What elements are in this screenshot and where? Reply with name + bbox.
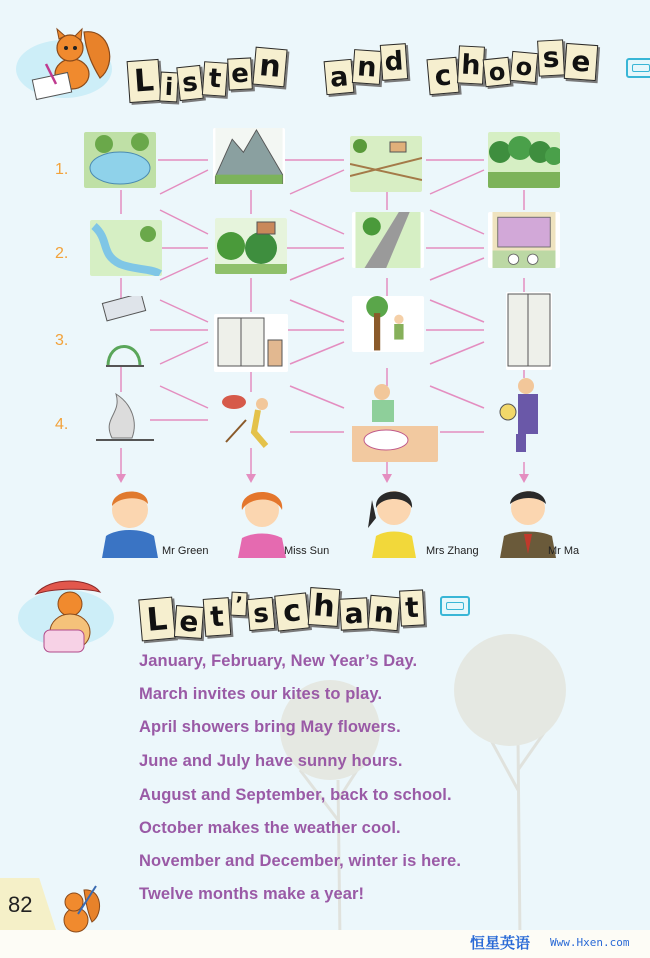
burning-fire-picture [92,388,158,448]
title-letter-tile: a [324,59,355,95]
title-letter-tile: h [457,45,485,84]
chant-title-tile: ’ [230,592,247,617]
chant-line: November and December, winter is here. [139,852,462,870]
curtain-window-picture [488,212,560,268]
chant-line: January, February, New Year’s Day. [139,652,418,670]
row-number: 3. [55,332,69,349]
title-letter-tile: o [483,57,512,88]
man-sweeping-picture [214,390,294,448]
title-letter-tile: t [202,61,228,97]
chant-title-tile: h [308,587,341,627]
forest-picture [488,132,560,188]
title-letter-tile: n [352,49,382,85]
watermark-url[interactable]: Www.Hxen.com [550,936,630,949]
chant-title-tile: a [339,597,369,630]
title-letter-tile: d [380,43,408,81]
tree-boy-picture [352,296,424,352]
cake-picture [352,382,438,462]
chant-title-tile: e [174,605,204,639]
mountain-picture [213,128,285,184]
chant-title-tile: t [203,597,232,637]
squirrel-footer-icon [52,884,104,938]
wardrobe-picture [506,292,552,370]
chant-line: April showers bring May flowers. [139,718,401,736]
title-letter-tile: c [426,57,459,95]
title-letter-tile: o [510,51,539,83]
title-letter-tile: i [159,72,179,103]
chant-title-tile: n [368,595,401,631]
chant-line: October makes the weather cool. [139,819,401,837]
page-number: 82 [8,892,33,917]
chant-title-tile: s [247,597,276,631]
cupboard-bin-picture [214,314,288,372]
chant-title-tile: c [274,592,310,631]
title-letter-tile: s [537,39,565,76]
person-name-mrs-zhang: Mrs Zhang [426,545,479,557]
village-fields-picture [350,136,422,192]
air-conditioner-bench-picture [100,296,156,372]
row-number: 4. [55,416,69,433]
person-name-mr-green: Mr Green [162,545,209,557]
title-letter-tile: s [176,65,203,101]
title-letter-tile: e [227,57,253,90]
watermark-brand[interactable]: 恒星英语 [470,934,531,952]
row-number: 1. [55,161,69,178]
trees-house-picture [215,218,287,274]
chant-title-tile: L [138,597,176,642]
mr-green-avatar [98,480,162,558]
person-name-mr-ma: Mr Ma [548,545,580,557]
title-letter-tile: e [564,43,598,81]
road-picture [352,212,424,268]
mrs-zhang-avatar [362,478,426,558]
chant-line: August and September, back to school. [139,786,452,804]
title-letter-tile: n [252,47,287,88]
worker-tools-picture [496,376,552,454]
row-number: 2. [55,245,69,262]
lake-picture [84,132,156,188]
river-picture [90,220,162,276]
audio-tape-icon[interactable] [440,596,470,616]
chant-title-tile: t [399,589,425,626]
chant-line: June and July have sunny hours. [139,752,403,770]
squirrel-drum-icon [30,574,114,666]
person-name-miss-sun: Miss Sun [284,545,330,557]
chant-line: March invites our kites to play. [139,685,383,703]
chant-line: Twelve months make a year! [139,885,365,903]
title-letter-tile: L [127,59,162,103]
